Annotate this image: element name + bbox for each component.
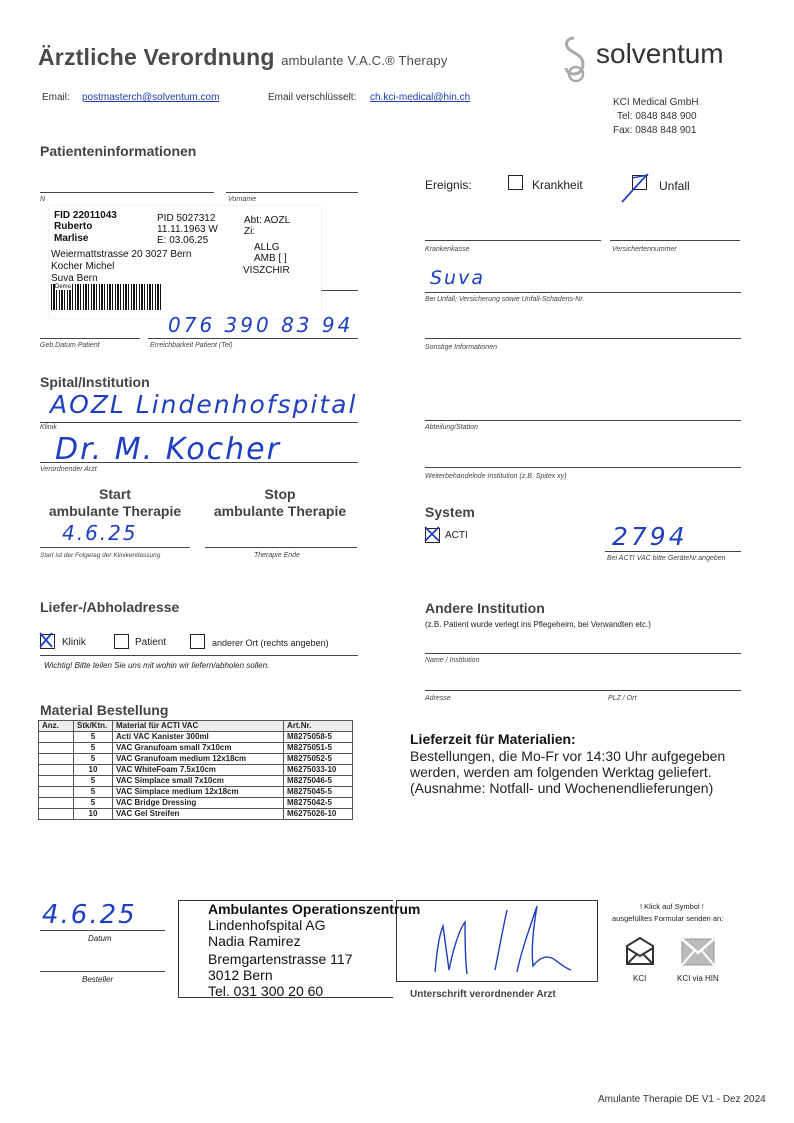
institution-name-label: Name / Institution bbox=[425, 657, 480, 664]
table-row: 5 VAC Granufoam medium 12x18cm M8275052-5 bbox=[39, 754, 353, 765]
unfall-check-mark-icon bbox=[618, 170, 652, 206]
row-anz-input[interactable] bbox=[39, 776, 74, 787]
acti-check-mark-icon bbox=[422, 524, 442, 544]
patient-sticker bbox=[49, 206, 321, 318]
firstname-line bbox=[226, 192, 358, 193]
material-table bbox=[38, 720, 353, 820]
solventum-logo bbox=[560, 34, 724, 87]
institution-address-label: Adresse bbox=[425, 695, 451, 702]
row-anz-input[interactable] bbox=[39, 787, 74, 798]
clinic-label: Klinik bbox=[40, 424, 57, 431]
weiter-line bbox=[425, 467, 741, 468]
device-number-handwritten: 2794 bbox=[612, 522, 688, 551]
table-row: 5 VAC Simplace medium 12x18cm M8275045-5 bbox=[39, 787, 353, 798]
system-heading: System bbox=[425, 504, 475, 520]
weiter-label: Weiterbehandelnde Institution (z.B. Spitex xy) bbox=[425, 473, 567, 480]
doctor-stamp: Ambulantes Operationszentrum Lindenhofspital AG Nadia Ramirez Bremgartenstrasse 117 3012 Bern Tel. 031 300 20 60 bbox=[208, 901, 421, 999]
form-title: Ärztliche Verordnung ambulante V.A.C.® Therapy bbox=[38, 44, 448, 70]
email-label: Email: bbox=[42, 92, 70, 103]
acti-label: ACTI bbox=[445, 530, 468, 541]
checkbox-krankheit[interactable] bbox=[508, 175, 523, 190]
email-link[interactable]: postmasterch@solventum.com bbox=[82, 92, 220, 103]
material-table-header bbox=[39, 721, 353, 732]
abteilung-line bbox=[425, 420, 741, 421]
order-date-handwritten: 4.6.25 bbox=[42, 900, 137, 930]
start-line bbox=[40, 547, 190, 548]
table-row: 10 VAC Gel Streifen M6275026-10 bbox=[39, 809, 353, 820]
table-row: 5 VAC Granufoam small 7x10cm M8275051-5 bbox=[39, 743, 353, 754]
sticker-amb: AMB [ ] bbox=[254, 253, 287, 264]
delivery-heading: Liefer-/Abholadresse bbox=[40, 599, 180, 615]
abteilung-label: Abteilung/Station bbox=[425, 424, 478, 431]
unfall-label: Unfall bbox=[659, 179, 690, 193]
table-row: 5 VAC Bridge Dressing M8275042-5 bbox=[39, 798, 353, 809]
phone-line bbox=[148, 338, 358, 339]
send-kci-button[interactable] bbox=[624, 936, 656, 983]
doctor-signature bbox=[425, 900, 585, 982]
versnr-line bbox=[610, 240, 740, 241]
start-therapy-heading: Start ambulante Therapie bbox=[48, 486, 182, 519]
sticker-zi: Zi: bbox=[244, 226, 256, 237]
email-encrypted-label: Email verschlüsselt: bbox=[268, 92, 357, 103]
row-anz-input[interactable] bbox=[39, 743, 74, 754]
start-note-label: Start ist der Folgetag der Klinikentlassung bbox=[40, 552, 161, 559]
checkbox-patient[interactable] bbox=[114, 634, 129, 649]
device-line bbox=[605, 551, 741, 552]
brand-name: solventum bbox=[596, 38, 724, 69]
sticker-barcode-text: Demo bbox=[55, 284, 72, 290]
besteller-label: Besteller bbox=[82, 975, 114, 984]
signature-label: Unterschrift verordnender Arzt bbox=[410, 989, 556, 1000]
klinik-check-mark-icon bbox=[36, 629, 56, 651]
other-institution-sub: (z.B. Patient wurde verlegt ins Pflegeheim, bei Verwandten etc.) bbox=[425, 620, 651, 629]
col-anz: Anz. bbox=[39, 721, 74, 732]
col-stk: Stk/Ktn. bbox=[74, 721, 113, 732]
name-line bbox=[40, 192, 214, 193]
col-artnr: Art.Nr. bbox=[284, 721, 353, 732]
footer-version: Amulante Therapie DE V1 - Dez 2024 bbox=[598, 1094, 766, 1105]
click-note-2: ausgefülltes Formular senden an: bbox=[612, 914, 724, 923]
clinic-line bbox=[40, 422, 358, 423]
delivery-note: Wichtig! Bitte teilen Sie uns mit wohin wir liefern/abholen sollen. bbox=[44, 661, 270, 670]
date-line bbox=[40, 930, 165, 931]
institution-plz-label: PLZ / Ort bbox=[608, 695, 637, 702]
sticker-abt: Abt: AOZL bbox=[244, 215, 291, 226]
clinic-handwritten: AOZL Lindenhofspital bbox=[50, 390, 358, 419]
sticker-firstname: Marlise bbox=[54, 233, 89, 244]
row-anz-input[interactable] bbox=[39, 754, 74, 765]
envelope-icon bbox=[624, 936, 656, 966]
phone-label: Erreichbarkeit Patient (Tel) bbox=[150, 342, 233, 349]
company-name: KCI Medical GmbH bbox=[613, 97, 699, 108]
other-institution-heading: Andere Institution bbox=[425, 600, 545, 616]
checkbox-other-place[interactable] bbox=[190, 634, 205, 649]
sonstige-label: Sonstige Informationen bbox=[425, 344, 497, 351]
form-subtitle: ambulante V.A.C.® Therapy bbox=[281, 53, 448, 68]
unfall-line bbox=[425, 292, 741, 293]
kasse-label: Krankenkasse bbox=[425, 246, 470, 253]
patient-label: Patient bbox=[135, 637, 167, 648]
dob-line bbox=[40, 338, 140, 339]
company-tel: Tel: 0848 848 900 bbox=[617, 111, 697, 122]
klinik-label: Klinik bbox=[62, 637, 86, 648]
sticker-dob: 11.11.1963 W bbox=[157, 224, 218, 235]
versnr-label: Versichertennummer bbox=[612, 246, 677, 253]
name-label: N bbox=[40, 196, 46, 203]
sticker-lastname: Ruberto bbox=[54, 221, 93, 232]
sticker-fid: FID 22011043 bbox=[54, 210, 117, 221]
device-note-label: Bei ACTI VAC bitte GeräteNr.angeben bbox=[607, 555, 726, 562]
stop-line bbox=[205, 547, 357, 548]
event-label: Ereignis: bbox=[425, 178, 472, 192]
other-place-label: anderer Ort (rechts angeben) bbox=[212, 638, 329, 648]
sticker-address: Weiermattstrasse 20 3027 Bern bbox=[51, 249, 192, 260]
sticker-pid: PID 5027312 bbox=[157, 213, 216, 224]
sticker-entry: E: 03.06.25 bbox=[157, 235, 209, 246]
lieferzeit-text: Bestellungen, die Mo-Fr vor 14:30 Uhr aufgegeben werden, werden am folgenden Werktag geliefert. (Ausnahme: Notfall- und Wochenendlieferungen) bbox=[410, 748, 726, 796]
besteller-line bbox=[40, 971, 165, 972]
company-fax: Fax: 0848 848 901 bbox=[613, 125, 697, 136]
row-anz-input[interactable] bbox=[39, 765, 74, 776]
stop-therapy-heading: Stop ambulante Therapie bbox=[213, 486, 347, 519]
hospital-heading: Spital/Institution bbox=[40, 374, 150, 390]
lieferzeit-heading: Lieferzeit für Materialien: bbox=[410, 731, 576, 747]
kci-label: KCI bbox=[633, 974, 647, 983]
insurer-handwritten: Suva bbox=[430, 267, 485, 289]
click-note-1: ! Klick auf Symbol ! bbox=[640, 902, 704, 911]
material-heading: Material Bestellung bbox=[40, 702, 169, 718]
institution-name-line bbox=[425, 653, 741, 654]
sonstige-line bbox=[425, 338, 741, 339]
table-row: 5 Acti VAC Kanister 300ml M8275058-5 bbox=[39, 732, 353, 743]
row-anz-input[interactable] bbox=[39, 732, 74, 743]
patient-heading: Patienteninformationen bbox=[40, 143, 197, 159]
solventum-logo-icon bbox=[560, 34, 594, 82]
table-row: 10 VAC WhiteFoam 7.5x10cm M6275033-10 bbox=[39, 765, 353, 776]
unfall-info-label: Bei Unfall; Versicherung sowie Unfall-Schadens-Nr. bbox=[425, 296, 585, 303]
firstname-label: Vorname bbox=[228, 196, 257, 203]
send-kci-hin-button[interactable] bbox=[677, 938, 719, 983]
sticker-doctor: Kocher Michel bbox=[51, 261, 115, 272]
end-label: Therapie Ende bbox=[254, 552, 300, 559]
kasse-line bbox=[425, 240, 601, 241]
institution-address-line bbox=[425, 690, 741, 691]
row-anz-input[interactable] bbox=[39, 798, 74, 809]
sticker-insurer: Suva Bern bbox=[51, 273, 98, 284]
sticker-visz: VISZCHIR bbox=[243, 265, 290, 276]
doctor-label: Verordnender Arzt bbox=[40, 466, 97, 473]
delivery-line bbox=[40, 655, 358, 656]
email-encrypted-link[interactable]: ch.kci-medical@hin.ch bbox=[370, 92, 471, 103]
phone-handwritten: 076 390 83 94 bbox=[168, 313, 354, 337]
extra-line bbox=[320, 290, 358, 291]
doctor-handwritten: Dr. M. Kocher bbox=[55, 432, 281, 467]
krankheit-label: Krankheit bbox=[532, 178, 583, 192]
secure-envelope-icon bbox=[681, 938, 715, 966]
col-material: Material für ACTI VAC bbox=[113, 721, 284, 732]
date-label: Datum bbox=[88, 934, 112, 943]
table-row: 5 VAC Simplace small 7x10cm M8275046-5 bbox=[39, 776, 353, 787]
start-date-handwritten: 4.6.25 bbox=[62, 521, 138, 545]
doctor-line bbox=[40, 462, 358, 463]
kci-hin-label: KCI via HIN bbox=[677, 974, 719, 983]
dob-label: Geb.Datum Patient bbox=[40, 342, 100, 349]
row-anz-input[interactable] bbox=[39, 809, 74, 820]
sticker-allg: ALLG bbox=[254, 242, 280, 253]
